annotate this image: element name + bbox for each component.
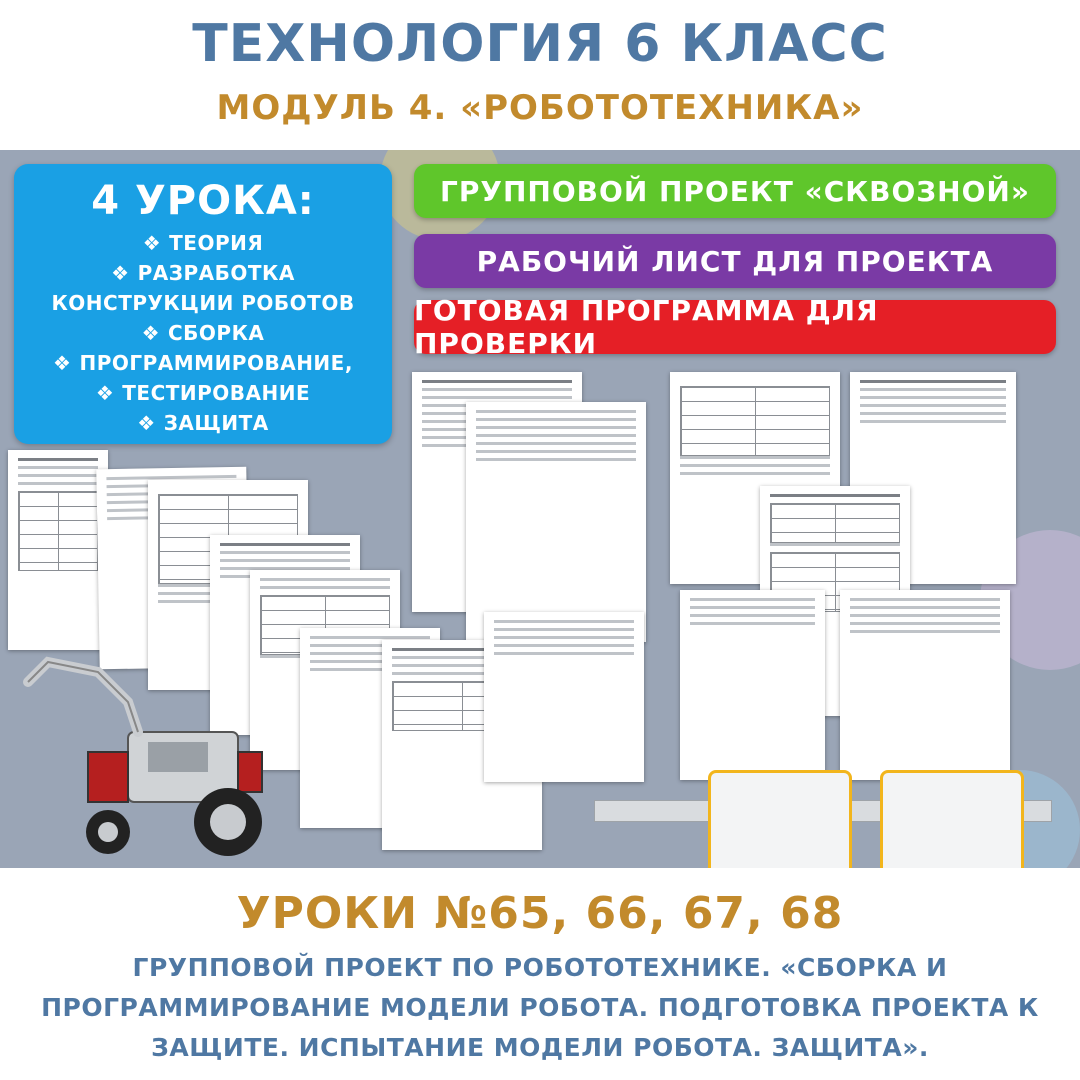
document-preview [840, 590, 1010, 780]
pill-worksheet-label: РАБОЧИЙ ЛИСТ ДЛЯ ПРОЕКТА [476, 244, 994, 278]
diamond-bullet-icon: ❖ [141, 321, 160, 345]
lesson-item [14, 228, 392, 258]
pill-group-project-label: ГРУППОВОЙ ПРОЕКТ «СКВОЗНОЙ» [440, 174, 1030, 208]
program-screenshot [708, 770, 852, 868]
lesson-item-label: СБОРКА [168, 321, 265, 345]
robot-illustration [8, 642, 308, 864]
document-preview [484, 612, 644, 782]
diamond-bullet-icon: ❖ [137, 411, 156, 435]
lesson-item [14, 378, 392, 408]
diamond-bullet-icon: ❖ [111, 261, 130, 285]
description-line: ЗАЩИТЕ. ИСПЫТАНИЕ МОДЕЛИ РОБОТА. ЗАЩИТА». [151, 1033, 929, 1062]
lesson-item-label: ЗАЩИТА [163, 411, 269, 435]
lessons-list [14, 228, 392, 438]
program-screenshot [880, 770, 1024, 868]
document-preview [466, 402, 646, 642]
diamond-bullet-icon: ❖ [142, 231, 162, 255]
diamond-bullet-icon: ❖ [53, 351, 72, 375]
description-line: ГРУППОВОЙ ПРОЕКТ ПО РОБОТОТЕХНИКЕ. «СБОРКА И [132, 953, 948, 982]
lesson-numbers: УРОКИ №65, 66, 67, 68 [236, 888, 844, 939]
lesson-item [14, 288, 392, 318]
lesson-item-label: РАЗРАБОТКА [137, 261, 295, 285]
module-subtitle: МОДУЛЬ 4. «РОБОТОТЕХНИКА» [216, 88, 864, 128]
lesson-item [14, 258, 392, 288]
page-title: ТЕХНОЛОГИЯ 6 КЛАСС [192, 14, 888, 74]
lesson-item [14, 408, 392, 438]
description-line: ПРОГРАММИРОВАНИЕ МОДЕЛИ РОБОТА. ПОДГОТОВКА ПРОЕКТА К [41, 993, 1039, 1022]
lesson-item-label: ТЕСТИРОВАНИЕ [122, 381, 311, 405]
pill-group-project [414, 164, 1056, 218]
pill-program [414, 294, 1056, 360]
preview-panel [0, 150, 1080, 868]
document-preview [8, 450, 108, 650]
lesson-item-label: ПРОГРАММИРОВАНИЕ, [79, 351, 353, 375]
lessons-box [14, 164, 392, 444]
pill-program-label: ГОТОВАЯ ПРОГРАММА ДЛЯ ПРОВЕРКИ [414, 294, 879, 360]
lesson-item [14, 318, 392, 348]
project-description [0, 948, 1080, 1068]
lesson-item-label: КОНСТРУКЦИИ РОБОТОВ [51, 291, 355, 315]
diamond-bullet-icon: ❖ [95, 381, 115, 405]
document-preview [680, 590, 825, 780]
lesson-item [14, 348, 392, 378]
lessons-title: 4 УРОКА: [91, 178, 315, 224]
lesson-item-label: ТЕОРИЯ [169, 231, 264, 255]
pill-worksheet [414, 234, 1056, 288]
